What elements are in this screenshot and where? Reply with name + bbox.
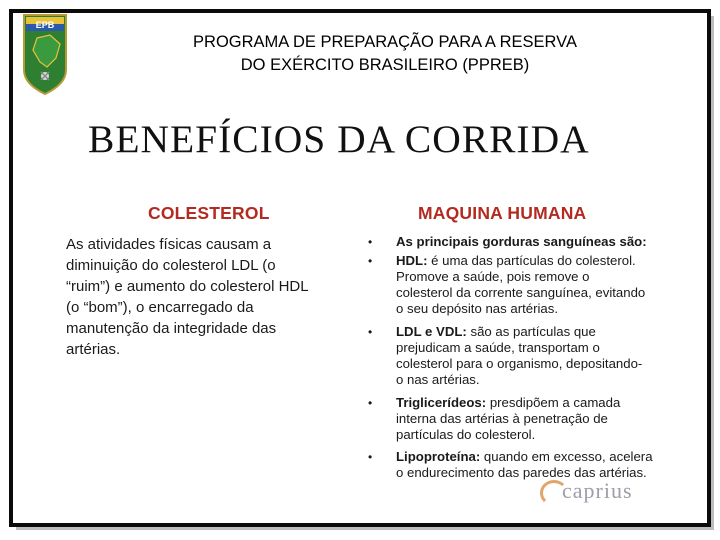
army-brazil-emblem-icon xyxy=(20,12,70,96)
left-column-heading: COLESTEROL xyxy=(148,203,270,223)
slide-title: BENEFÍCIOS DA CORRIDA xyxy=(88,117,590,161)
list-item-line: colesterol para o organismo, depositando- xyxy=(396,356,643,371)
right-column-heading: MAQUINA HUMANA xyxy=(418,203,587,223)
bullet-icon: • xyxy=(368,450,373,464)
list-item-line: o endurecimento das paredes das artérias. xyxy=(396,465,647,480)
list-item-line: partículas do colesterol. xyxy=(396,427,536,442)
left-body-line: (o “bom”), o encarregado da xyxy=(66,299,254,316)
bullet-icon: • xyxy=(368,325,373,339)
list-item-line: prejudicam a saúde, transportam o xyxy=(396,340,600,355)
svg-text:EPB: EPB xyxy=(35,20,55,30)
list-item-line: interna das artérias à penetração de xyxy=(396,411,608,426)
header-line-1: PROGRAMA DE PREPARAÇÃO PARA A RESERVA xyxy=(193,33,577,51)
list-item-text: são as partículas que xyxy=(466,324,596,339)
list-item-term: LDL e VDL: xyxy=(396,324,467,339)
left-column-body xyxy=(66,234,356,360)
left-body-line: As atividades físicas causam a xyxy=(66,236,272,253)
list-item-text: é uma das partículas do colesterol. xyxy=(427,253,636,268)
bullet-icon: • xyxy=(368,396,373,410)
page-header xyxy=(150,31,620,77)
list-item-text: quando em excesso, acelera xyxy=(480,449,653,464)
left-body-line: artérias. xyxy=(66,341,121,358)
list-item-term: As principais gorduras sanguíneas são: xyxy=(396,234,647,249)
bullet-icon: • xyxy=(368,254,373,268)
list-item-term: HDL: xyxy=(396,253,428,268)
list-item-line: o nas artérias. xyxy=(396,372,480,387)
caprius-watermark xyxy=(540,478,670,504)
list-item-text: presdipõem a camada xyxy=(486,395,621,410)
left-body-line: manutenção da integridade das xyxy=(66,320,277,337)
list-item-term: Triglicerídeos: xyxy=(396,395,487,410)
list-item-term: Lipoproteína: xyxy=(396,449,481,464)
list-item-line: Promove a saúde, pois remove o xyxy=(396,269,590,284)
list-item-line: colesterol da corrente sanguínea, evitando xyxy=(396,285,646,300)
bullet-icon: • xyxy=(368,235,373,249)
header-line-2: DO EXÉRCITO BRASILEIRO (PPREB) xyxy=(240,56,530,74)
left-body-line: diminuição do colesterol LDL (o xyxy=(66,257,276,274)
list-item-line: o seu depósito nas artérias. xyxy=(396,301,559,316)
left-body-line: “ruim”) e aumento do colesterol HDL xyxy=(66,278,309,295)
watermark-text: caprius xyxy=(562,478,633,503)
